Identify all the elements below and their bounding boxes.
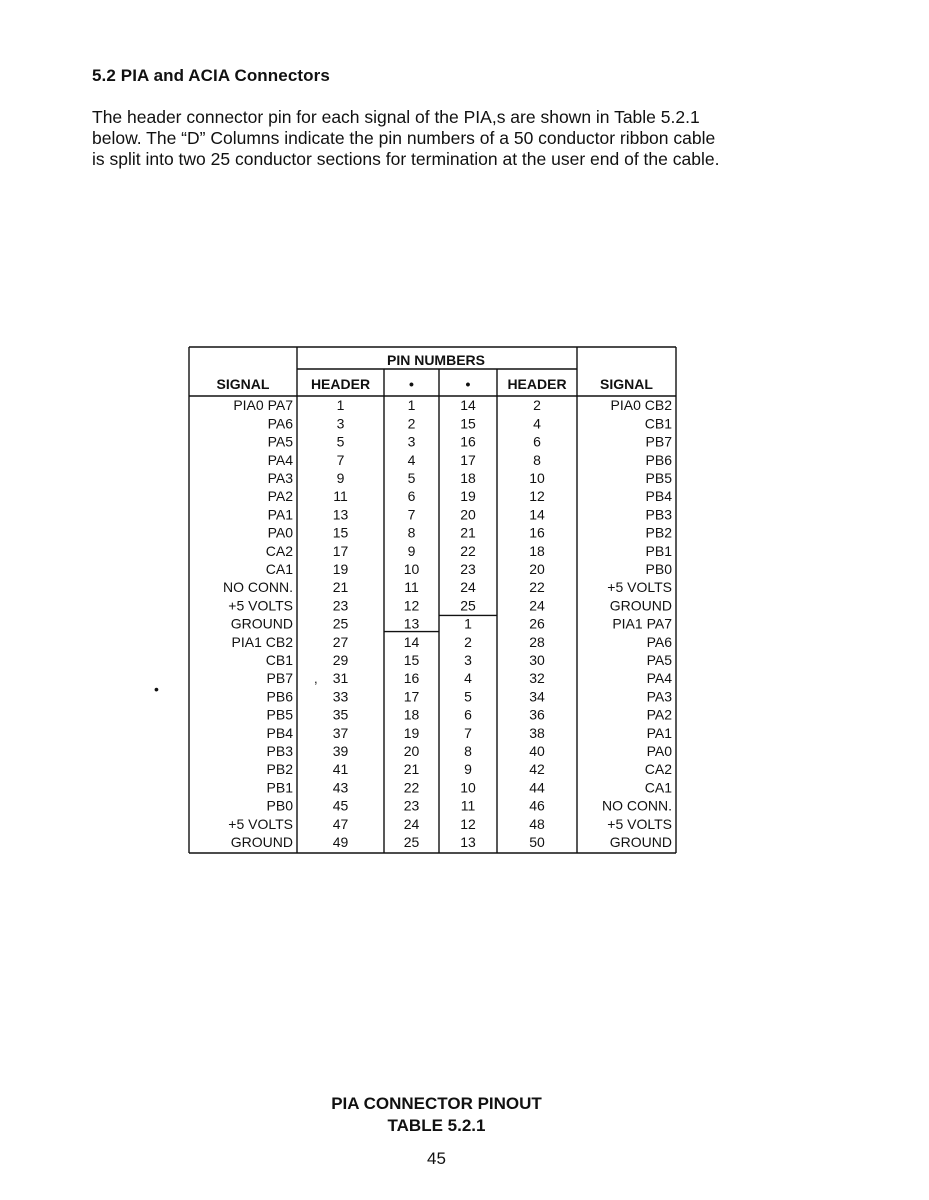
- d-pin-2-cell: 10: [460, 779, 476, 796]
- d-pin-2-cell: 8: [464, 743, 472, 759]
- d-pin-2-cell: 21: [460, 524, 476, 541]
- table-row: [267, 779, 673, 795]
- signal-right-cell: CB1: [644, 415, 672, 432]
- signal-left-cell: +5 VOLTS: [228, 815, 293, 832]
- signal-right-cell: PB4: [645, 488, 672, 505]
- header-pin-left-cell: 7: [336, 451, 345, 468]
- signal-left-cell: PA1: [267, 506, 293, 523]
- header-pin-right-cell: 8: [533, 451, 541, 468]
- d-pin-1-cell: 23: [403, 797, 420, 814]
- header-pin-right-cell: 48: [529, 815, 545, 832]
- d-pin-2-cell: 11: [460, 797, 476, 814]
- header-pin-right-cell: 44: [529, 779, 545, 796]
- header-pin-right-cell: 42: [529, 761, 545, 778]
- d-pin-2-cell: 24: [460, 579, 476, 596]
- table-row: [268, 434, 673, 450]
- header-pin-right-cell: 50: [529, 834, 545, 850]
- signal-header-right: SIGNAL: [600, 376, 653, 392]
- signal-left-cell: PA4: [267, 451, 293, 468]
- d-pin-2-cell: 3: [464, 652, 472, 668]
- table-row: [267, 670, 673, 686]
- d-pin-1-cell: 20: [403, 743, 420, 759]
- header-pin-left-cell: 15: [332, 524, 349, 541]
- signal-left-cell: PIA0 PA7: [233, 397, 293, 414]
- stray-dot-mark: •: [154, 681, 159, 697]
- header-pin-left-cell: 11: [333, 488, 348, 505]
- header-pin-header-right: HEADER: [507, 376, 567, 392]
- d-pin-1-cell: 11: [404, 579, 419, 596]
- signal-left-cell: CB1: [265, 652, 293, 668]
- signal-right-cell: PB2: [645, 524, 672, 541]
- signal-left-cell: GROUND: [230, 834, 293, 850]
- signal-right-cell: +5 VOLTS: [607, 815, 672, 832]
- header-pin-left-cell: 1: [336, 397, 345, 414]
- intro-line-1: The header connector pin for each signal of the PIA,s are shown in Table 5.2.1: [92, 107, 700, 127]
- header-pin-right-cell: 28: [529, 633, 545, 650]
- pinout-table: [187, 343, 681, 857]
- d-pin-2-cell: 17: [460, 451, 476, 468]
- d-pin-1-cell: 13: [403, 615, 420, 632]
- d-pin-2-cell: 18: [460, 470, 476, 486]
- header-pin-left-cell: 25: [332, 615, 349, 632]
- table-caption-number: TABLE 5.2.1: [387, 1116, 486, 1135]
- signal-left-cell: PB1: [266, 779, 293, 796]
- d-pin-2-cell: 23: [460, 561, 476, 577]
- table-row: [266, 543, 672, 559]
- signal-left-cell: PA5: [267, 433, 293, 450]
- signal-right-cell: PB0: [645, 561, 672, 577]
- d-pin-1-cell: 4: [407, 451, 416, 468]
- d-column-header-1: •: [409, 376, 414, 392]
- table-row: [223, 579, 672, 595]
- header-pin-right-cell: 38: [529, 724, 545, 741]
- d-pin-2-cell: 13: [460, 834, 476, 850]
- d-pin-2-cell: 14: [460, 397, 476, 414]
- signal-left-cell: PB5: [266, 706, 293, 723]
- signal-left-cell: +5 VOLTS: [228, 597, 293, 614]
- header-pin-header-left: HEADER: [310, 376, 371, 392]
- d-pin-2-cell: 19: [460, 488, 476, 505]
- d-column-header-2: •: [465, 376, 471, 392]
- signal-left-cell: CA2: [265, 542, 293, 559]
- header-pin-right-cell: 26: [529, 615, 545, 632]
- d-pin-1-cell: 25: [403, 834, 420, 850]
- d-pin-1-cell: 24: [403, 815, 420, 832]
- intro-line-2: below. The “D” Columns indicate the pin numbers of a 50 conductor ribbon cable: [92, 128, 716, 148]
- table-row: [267, 798, 672, 814]
- d-pin-1-cell: 14: [403, 633, 420, 650]
- d-pin-1-cell: 5: [407, 470, 416, 486]
- table-row: [268, 525, 673, 541]
- table-row: [267, 688, 673, 704]
- header-pin-left-cell: 5: [336, 433, 345, 450]
- d-pin-2-cell: 7: [464, 724, 472, 741]
- header-pin-right-cell: 16: [529, 524, 545, 541]
- header-pin-right-cell: 46: [529, 797, 545, 814]
- signal-left-cell: PB0: [266, 797, 293, 814]
- d-pin-1-cell: 18: [403, 706, 420, 723]
- d-pin-2-cell: 5: [464, 688, 472, 705]
- d-pin-2-cell: 12: [460, 815, 476, 832]
- signal-right-cell: PB3: [645, 506, 672, 523]
- d-pin-2-cell: 25: [460, 597, 476, 614]
- d-pin-1-cell: 10: [403, 561, 420, 577]
- header-pin-left-cell: 37: [332, 724, 349, 741]
- signal-left-cell: PA0: [267, 524, 293, 541]
- header-pin-right-cell: 12: [529, 488, 545, 505]
- d-pin-1-cell: 16: [403, 670, 420, 687]
- header-pin-left-cell: 9: [336, 470, 345, 486]
- signal-left-cell: PA3: [267, 470, 293, 486]
- table-caption-title: PIA CONNECTOR PINOUT: [331, 1094, 542, 1113]
- header-pin-left-cell: 43: [332, 779, 349, 796]
- d-pin-2-cell: 9: [464, 761, 472, 778]
- d-pin-1-cell: 22: [403, 779, 420, 796]
- table-row: [228, 597, 672, 613]
- header-pin-left-cell: 27: [332, 633, 349, 650]
- signal-right-cell: PA1: [646, 724, 672, 741]
- d-pin-1-cell: 19: [403, 724, 420, 741]
- signal-left-cell: PB6: [266, 688, 293, 705]
- header-pin-right-cell: 2: [533, 397, 541, 414]
- signal-left-cell: GROUND: [230, 615, 293, 632]
- header-pin-right-cell: 24: [529, 597, 545, 614]
- d-pin-1-cell: 2: [407, 415, 416, 432]
- signal-left-cell: PB3: [266, 743, 293, 759]
- header-pin-right-cell: 22: [529, 579, 545, 596]
- signal-right-cell: PA5: [646, 652, 672, 668]
- table-row: [268, 470, 673, 486]
- signal-right-cell: GROUND: [609, 834, 672, 850]
- table-row: [267, 707, 673, 723]
- signal-header-left: SIGNAL: [216, 376, 270, 392]
- signal-right-cell: PB1: [645, 542, 672, 559]
- header-pin-right-cell: 36: [529, 706, 545, 723]
- header-pin-right-cell: 18: [529, 542, 545, 559]
- d-pin-2-cell: 1: [464, 615, 472, 632]
- d-pin-1-cell: 3: [407, 433, 416, 450]
- signal-right-cell: PB7: [645, 433, 672, 450]
- d-pin-2-cell: 4: [464, 670, 472, 687]
- section-heading: 5.2 PIA and ACIA Connectors: [92, 66, 330, 85]
- table-row: [233, 397, 672, 413]
- signal-right-cell: PB5: [645, 470, 672, 486]
- header-pin-left-cell: 31: [332, 670, 349, 687]
- header-pin-left-cell: 3: [336, 415, 345, 432]
- signal-right-cell: PA3: [646, 688, 672, 705]
- table-row: [266, 561, 672, 577]
- signal-right-cell: PIA0 CB2: [610, 397, 672, 414]
- d-pin-1-cell: 8: [407, 524, 416, 541]
- d-pin-1-cell: 6: [407, 488, 416, 505]
- d-pin-2-cell: 20: [460, 506, 476, 523]
- table-row: [267, 743, 673, 759]
- d-pin-1-cell: 17: [403, 688, 420, 705]
- header-pin-right-cell: 6: [533, 433, 541, 450]
- header-pin-left-cell: 49: [332, 834, 349, 850]
- header-pin-right-cell: 30: [529, 652, 545, 668]
- header-pin-right-cell: 10: [529, 470, 545, 486]
- d-pin-1-cell: 1: [407, 397, 416, 414]
- page-number: 45: [427, 1149, 446, 1168]
- signal-left-cell: PA6: [267, 415, 293, 432]
- header-pin-left-cell: 23: [332, 597, 349, 614]
- signal-left-cell: PIA1 CB2: [231, 633, 293, 650]
- header-pin-right-cell: 34: [529, 688, 545, 705]
- table-row: [268, 452, 673, 468]
- table-row: [266, 652, 672, 668]
- header-pin-left-cell: 13: [332, 506, 349, 523]
- pin-numbers-header: PIN NUMBERS: [386, 352, 486, 368]
- d-pin-1-cell: 15: [403, 652, 420, 668]
- table-row: [267, 725, 673, 741]
- header-pin-right-cell: 32: [529, 670, 545, 687]
- signal-right-cell: NO CONN.: [602, 797, 672, 814]
- header-pin-right-cell: 20: [529, 561, 545, 577]
- signal-right-cell: CA2: [644, 761, 672, 778]
- signal-right-cell: GROUND: [609, 597, 672, 614]
- header-pin-right-cell: 14: [529, 506, 545, 523]
- intro-line-3: is split into two 25 conductor sections for termination at the user end of the cable.: [92, 149, 720, 169]
- header-pin-left-cell: 21: [332, 579, 349, 596]
- header-pin-left-cell: 17: [332, 542, 349, 559]
- signal-right-cell: PA4: [646, 670, 672, 687]
- table-row: [268, 488, 673, 504]
- header-pin-left-cell: 29: [332, 652, 349, 668]
- header-pin-left-cell: 39: [332, 743, 349, 759]
- signal-right-cell: +5 VOLTS: [607, 579, 672, 596]
- table-row: [267, 761, 673, 777]
- table-row: [228, 816, 672, 832]
- stray-comma-mark: ,: [314, 671, 318, 686]
- signal-right-cell: PIA1 PA7: [612, 615, 672, 632]
- d-pin-2-cell: 22: [460, 542, 476, 559]
- d-pin-2-cell: 2: [464, 633, 472, 650]
- header-pin-left-cell: 47: [332, 815, 349, 832]
- column-headers: [217, 376, 654, 392]
- d-pin-1-cell: 7: [407, 506, 416, 523]
- table-row: [268, 415, 673, 431]
- header-pin-left-cell: 35: [332, 706, 349, 723]
- d-pin-1-cell: 21: [403, 761, 420, 778]
- header-pin-left-cell: 19: [332, 561, 349, 577]
- signal-right-cell: PA0: [646, 743, 672, 759]
- signal-left-cell: PB2: [266, 761, 293, 778]
- signal-left-cell: PA2: [267, 488, 293, 505]
- header-pin-right-cell: 4: [533, 415, 541, 432]
- signal-right-cell: PB6: [645, 451, 672, 468]
- table-row: [268, 506, 673, 522]
- d-pin-1-cell: 12: [403, 597, 420, 614]
- signal-left-cell: PB4: [266, 724, 293, 741]
- header-pin-left-cell: 33: [332, 688, 349, 705]
- header-pin-left-cell: 45: [332, 797, 349, 814]
- signal-right-cell: PA6: [646, 633, 672, 650]
- table-body: [223, 397, 672, 850]
- signal-left-cell: CA1: [265, 561, 293, 577]
- d-pin-2-cell: 6: [464, 706, 472, 723]
- d-pin-2-cell: 16: [460, 433, 476, 450]
- signal-left-cell: PB7: [266, 670, 293, 687]
- signal-right-cell: CA1: [644, 779, 672, 796]
- signal-right-cell: PA2: [646, 706, 672, 723]
- header-pin-right-cell: 40: [529, 743, 545, 759]
- signal-left-cell: NO CONN.: [223, 579, 293, 596]
- intro-paragraph: [92, 107, 792, 170]
- d-pin-2-cell: 15: [460, 415, 476, 432]
- header-pin-left-cell: 41: [332, 761, 349, 778]
- d-pin-1-cell: 9: [407, 542, 416, 559]
